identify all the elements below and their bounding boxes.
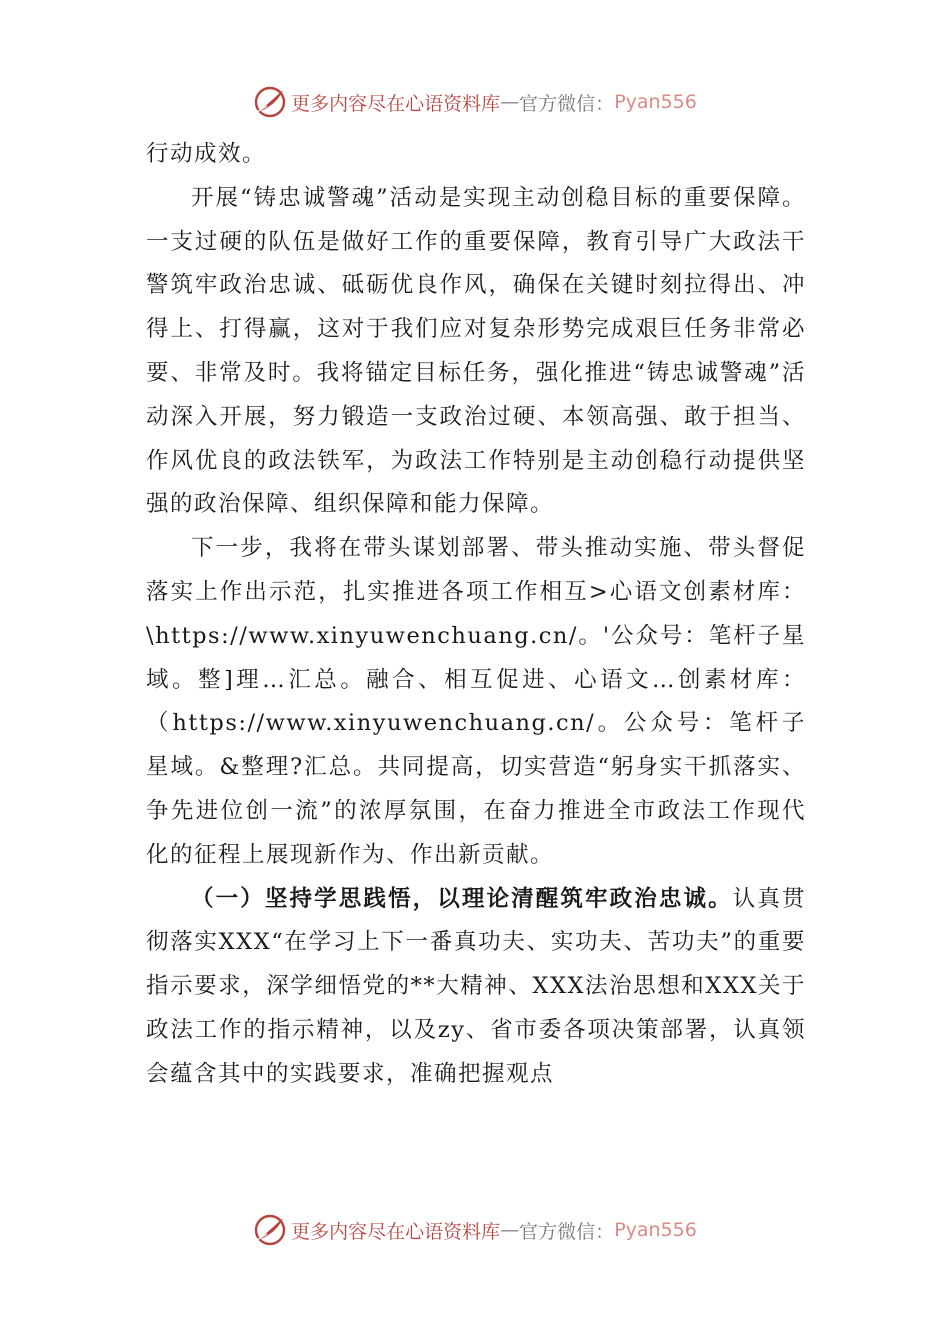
footer-banner: [0, 1210, 950, 1250]
paragraph-4: [146, 878, 806, 1097]
header-banner: [0, 82, 950, 122]
banner-official-label: 官方微信：: [519, 92, 615, 115]
paragraph-2: 开展“铸忠诚警魂”活动是实现主动创稳目标的重要保障。一支过硬的队伍是做好工作的重要保障，教育引导广大政法干警筑牢政治忠诚、砥砺优良作风，确保在关键时刻拉得出、冲得上、打得赢，这对于我们应对复杂形势完成艰巨任务非常必要、非常及时。我将锚定目标任务，强化推进“铸忠诚警魂”活动深入开展，努力锻造一支政治过硬、本领高强、敢于担当、作风优良的政法铁军，为政法工作特别是主动创稳行动提供坚强的政治保障、组织保障和能力保障。: [146, 184, 806, 518]
paragraph-1: 行动成效。: [146, 141, 267, 167]
document-body: [146, 133, 806, 1097]
quill-pen-logo-icon: [253, 1213, 287, 1247]
banner-wechat-id: Pyan556: [614, 1219, 697, 1241]
paragraph-4-text: 认真贯彻落实XXX“在学习上下一番真功夫、实功夫、苦功夫”的重要指示要求，深学细悟党的**大精神、XXX法治思想和XXX关于政法工作的指示精神，以及zy、省市委各项决策部署，认真领会蕴含其中的实践要求，准确把握观点: [146, 885, 806, 1087]
banner-official-label: 官方微信：: [519, 1220, 615, 1243]
banner-dash: —: [500, 1219, 520, 1241]
banner-lead-text: 更多内容尽在心语资料库: [291, 92, 501, 115]
banner-dash: —: [500, 91, 520, 113]
banner-wechat-id: Pyan556: [614, 91, 697, 113]
quill-pen-logo-icon: [253, 85, 287, 119]
banner-lead-text: 更多内容尽在心语资料库: [291, 1220, 501, 1243]
paragraph-3: 下一步，我将在带头谋划部署、带头推动实施、带头督促落实上作出示范，扎实推进各项工作相互>心语文创素材库：\https://www.xinyuwenchuang.cn/。'公众号：笔杆子星域。整]理…汇总。融合、相互促进、心语文…创素材库：（https://www.xinyuwenchuang.cn/。公众号：笔杆子星域。&整理?汇总。共同提高，切实营造“躬身实干抓落实、争先进位创一流”的浓厚氛围，在奋力推进全市政法工作现代化的征程上展现新作为、作出新贡献。: [146, 535, 806, 868]
section-heading: （一）坚持学思践悟，以理论清醒筑牢政治忠诚。: [191, 885, 733, 912]
